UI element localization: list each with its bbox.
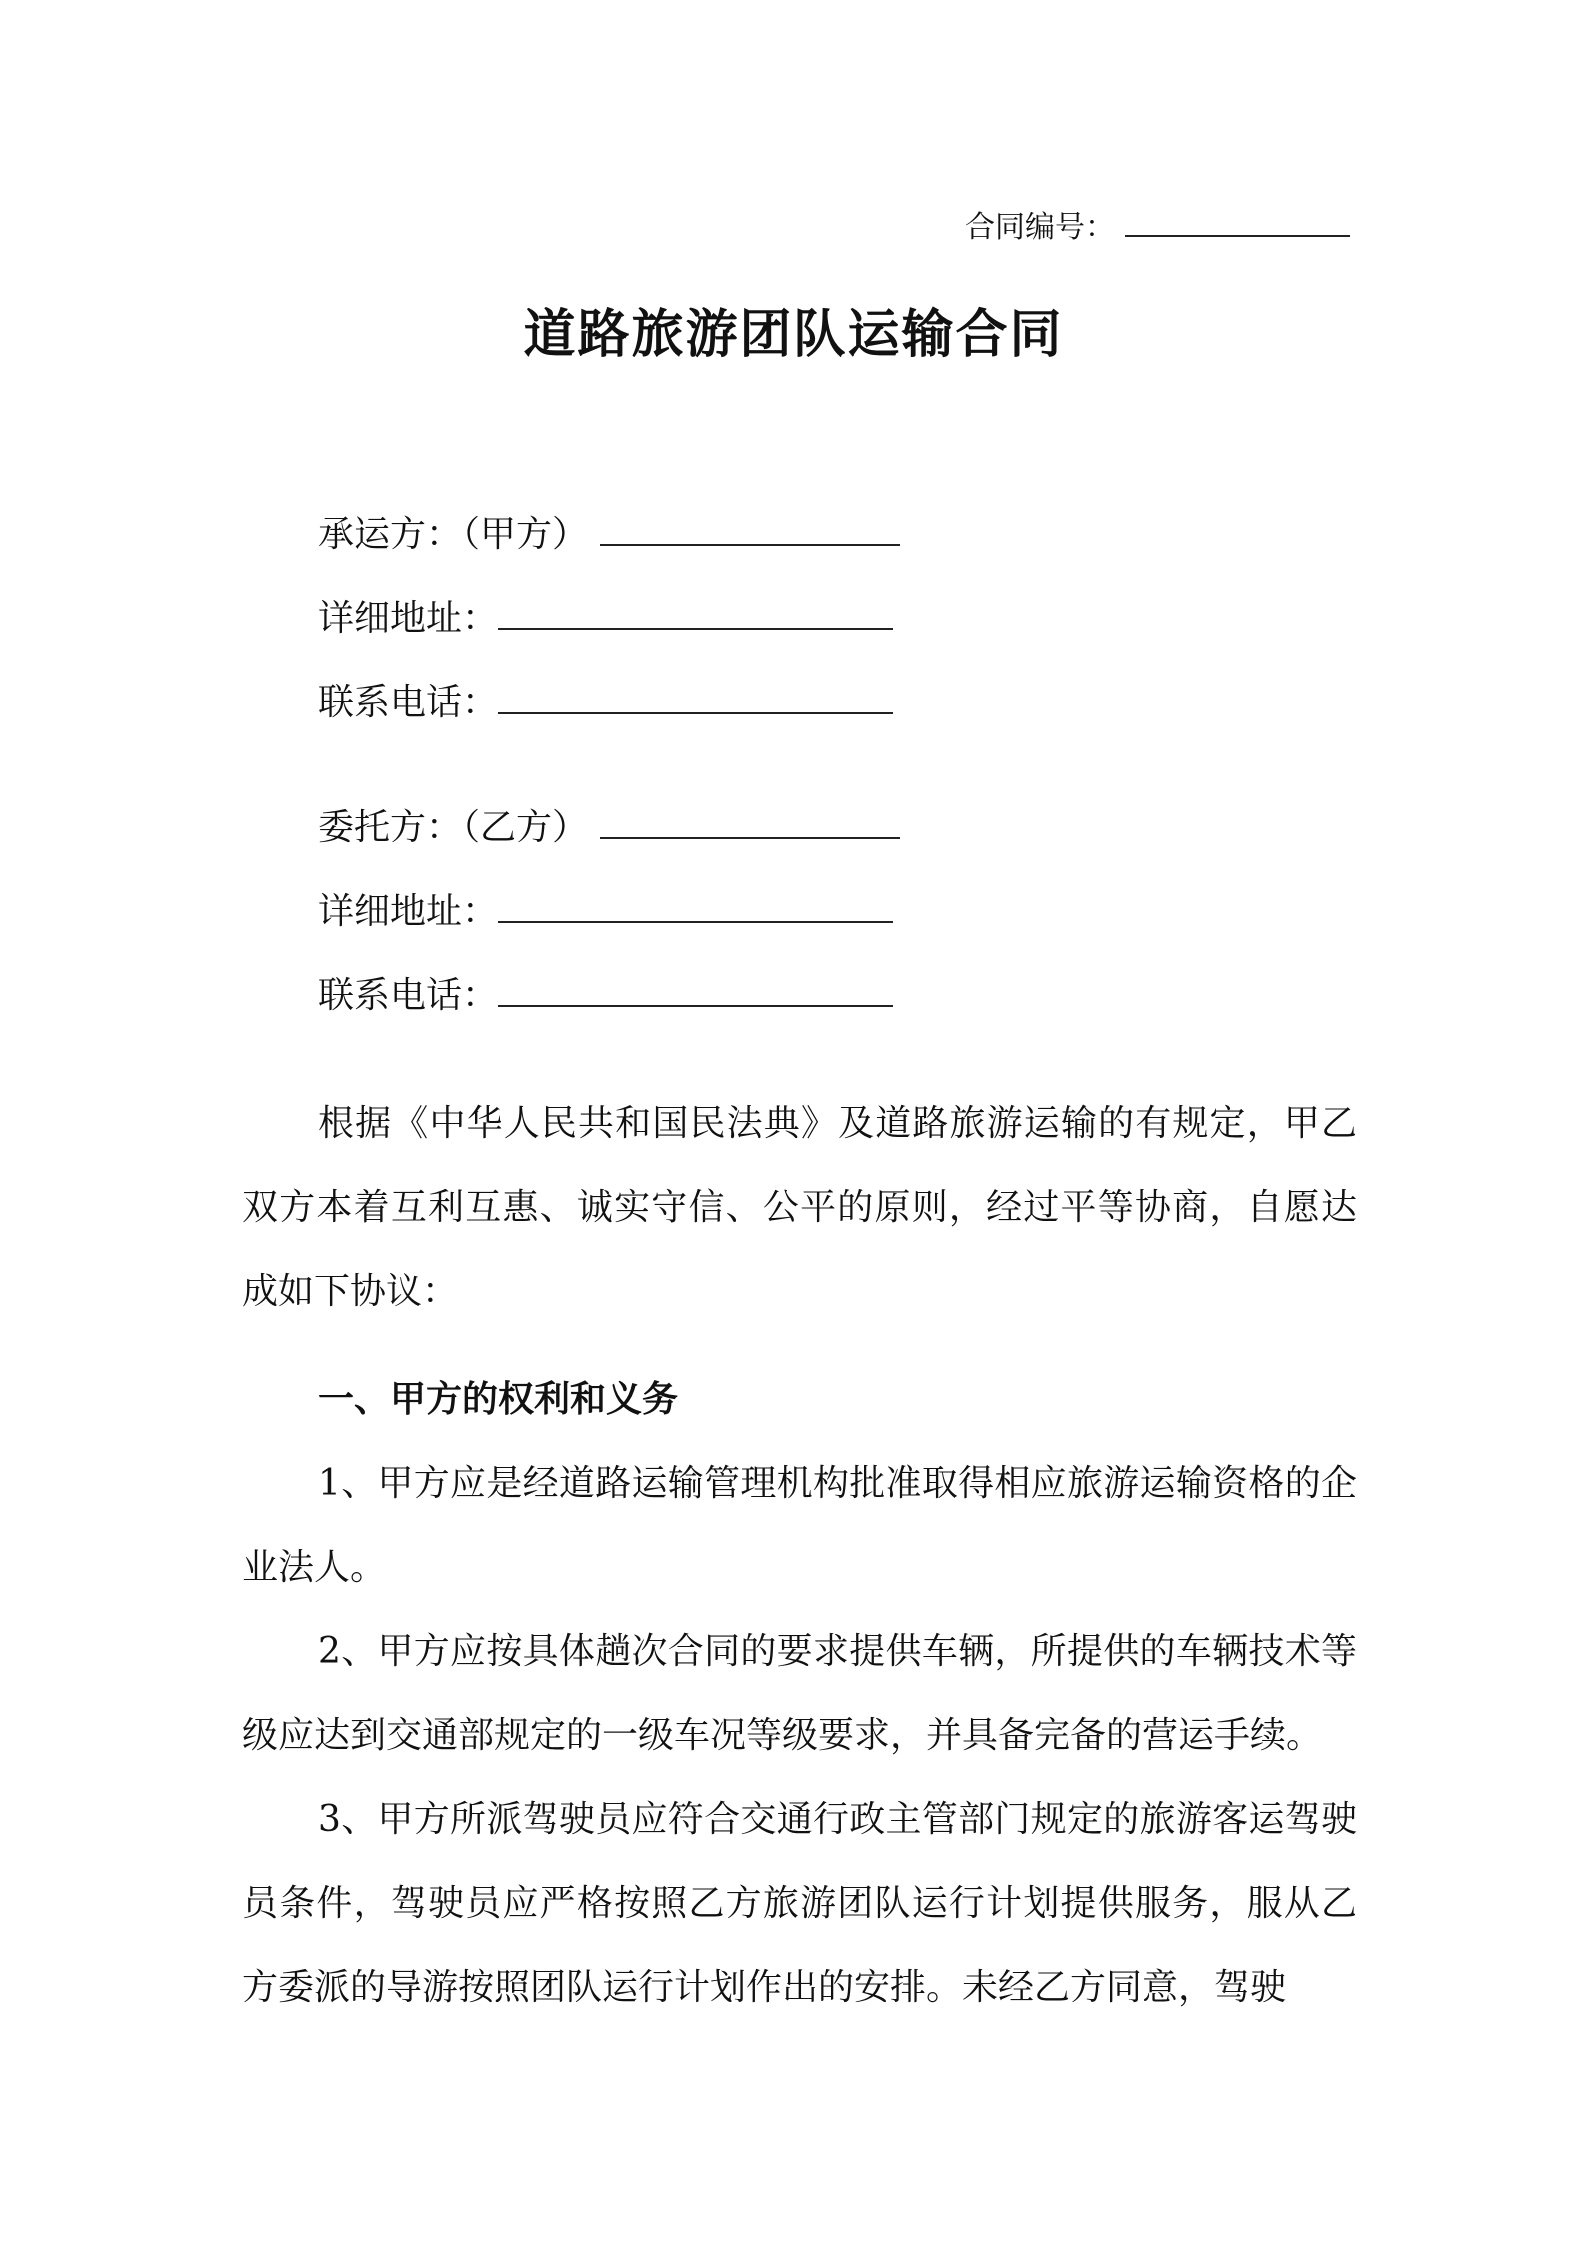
section-1-heading: 一、甲方的权利和义务	[318, 1379, 679, 1420]
party-a-phone-line	[318, 661, 1018, 745]
contract-number-label: 合同编号：	[965, 210, 1115, 245]
clause-1: 1、甲方应是经道路运输管理机构批准取得相应旅游运输资格的企业法人。	[242, 1463, 1357, 1588]
party-b-phone-line	[318, 954, 1018, 1038]
contract-number-blank	[1125, 205, 1350, 237]
clause-2: 2、甲方应按具体趟次合同的要求提供车辆，所提供的车辆技术等级应达到交通部规定的一级车况等级要求，并具备完备的营运手续。	[242, 1631, 1357, 1756]
party-a-address-label: 详细地址：	[318, 598, 499, 639]
party-a-name-blank	[600, 508, 900, 546]
party-b-phone-label: 联系电话：	[318, 975, 499, 1016]
clause-3: 3、甲方所派驾驶员应符合交通行政主管部门规定的旅游客运驾驶员条件，驾驶员应严格按照乙方旅游团队运行计划提供服务，服从乙方委派的导游按照团队运行计划作出的安排。未经乙方同意，驾驶	[242, 1799, 1357, 2008]
contract-number-line	[965, 205, 1350, 248]
party-a-phone-label: 联系电话：	[318, 682, 499, 723]
party-a-address-blank	[498, 592, 893, 630]
party-a-block	[318, 493, 1018, 745]
party-b-address-line	[318, 870, 1018, 954]
party-b-address-blank	[498, 885, 893, 923]
party-b-name-label: 委托方：（乙方）	[318, 807, 589, 848]
party-a-address-line	[318, 577, 1018, 661]
party-b-name-line	[318, 786, 1018, 870]
intro-paragraph: 根据《中华人民共和国民法典》及道路旅游运输的有规定，甲乙双方本着互利互惠、诚实守信、公平的原则，经过平等协商，自愿达成如下协议：	[242, 1103, 1357, 1312]
party-b-name-blank	[600, 801, 900, 839]
contract-body	[242, 1082, 1357, 2030]
document-title: 道路旅游团队运输合同	[523, 305, 1064, 365]
party-b-address-label: 详细地址：	[318, 891, 499, 932]
party-b-phone-blank	[498, 969, 893, 1007]
party-a-phone-blank	[498, 676, 893, 714]
party-b-block	[318, 786, 1018, 1038]
party-a-name-label: 承运方：（甲方）	[318, 514, 589, 555]
party-a-name-line	[318, 493, 1018, 577]
